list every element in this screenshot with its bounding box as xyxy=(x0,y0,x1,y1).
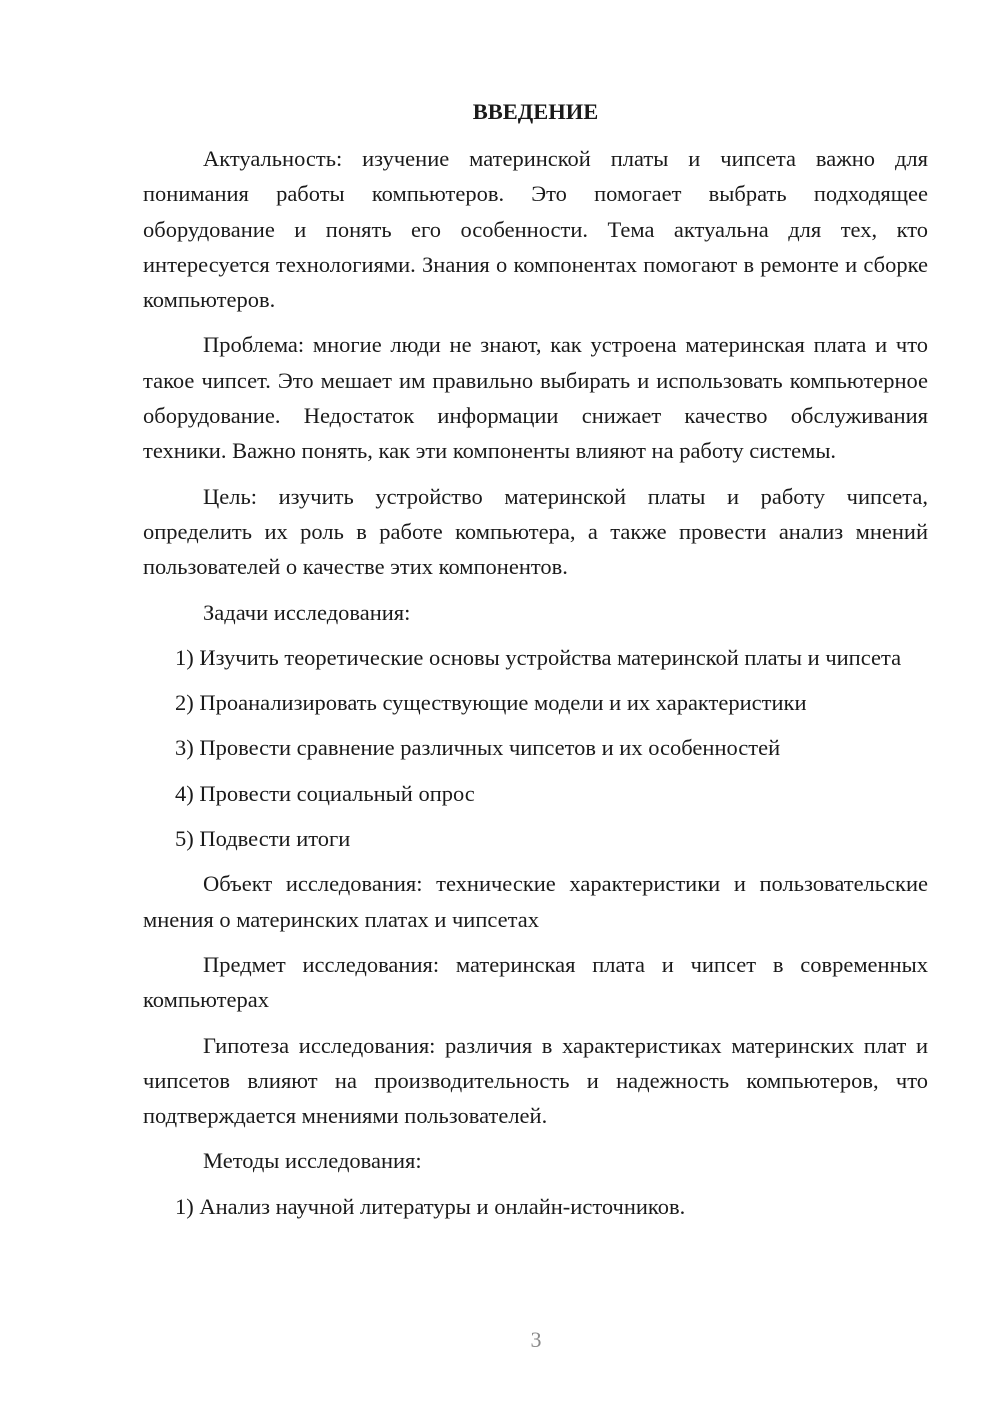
task-item-5: 5) Подвести итоги xyxy=(175,826,351,852)
subject-paragraph: Предмет исследования: материнская плата и чипсет в современных компьютерах xyxy=(143,951,928,1013)
object-paragraph: Объект исследования: технические характеристики и пользовательские мнения о материнских платах и чипсетах xyxy=(143,871,928,932)
tasks-heading: Задачи исследования: xyxy=(203,599,411,625)
task-item-3: 3) Провести сравнение различных чипсетов и их особенностей xyxy=(175,735,781,761)
page-number: 3 xyxy=(530,1327,542,1352)
goal-paragraph: Цель: изучить устройство материнской платы и работу чипсета, определить их роль в работе компьютера, а также провести анализ мнений пользователей о качестве этих компонентов. xyxy=(143,483,928,580)
page-content xyxy=(143,94,928,1234)
problem-paragraph: Проблема: многие люди не знают, как устроена материнская плата и что такое чипсет. Это мешает им правильно выбирать и использовать компьютерное оборудование. Недостаток информации снижает качество обслуживания техники. Важно понять, как эти компоненты влияют на работу системы. xyxy=(143,332,928,464)
hypothesis-paragraph: Гипотеза исследования: различия в характеристиках материнских плат и чипсетов влияют на производительность и надежность компьютеров, что подтверждается мнениями пользователей. xyxy=(143,1032,928,1129)
task-item-1: 1) Изучить теоретические основы устройства материнской платы и чипсета xyxy=(175,644,902,670)
relevance-paragraph: Актуальность: изучение материнской платы и чипсета важно для понимания работы компьютеров. Это помогает выбрать подходящее оборудование и понять его особенности. Тема актуальна для тех, кто интересуется технологиями. Знания о компонентах помогают в ремонте и сборке компьютеров. xyxy=(143,146,928,313)
section-title: ВВЕДЕНИЕ xyxy=(472,99,599,124)
task-item-2: 2) Проанализировать существующие модели и их характеристики xyxy=(175,690,807,716)
task-item-4: 4) Провести социальный опрос xyxy=(175,780,475,806)
method-item-1: 1) Анализ научной литературы и онлайн-источников. xyxy=(175,1193,686,1219)
methods-heading: Методы исследования: xyxy=(203,1148,422,1174)
